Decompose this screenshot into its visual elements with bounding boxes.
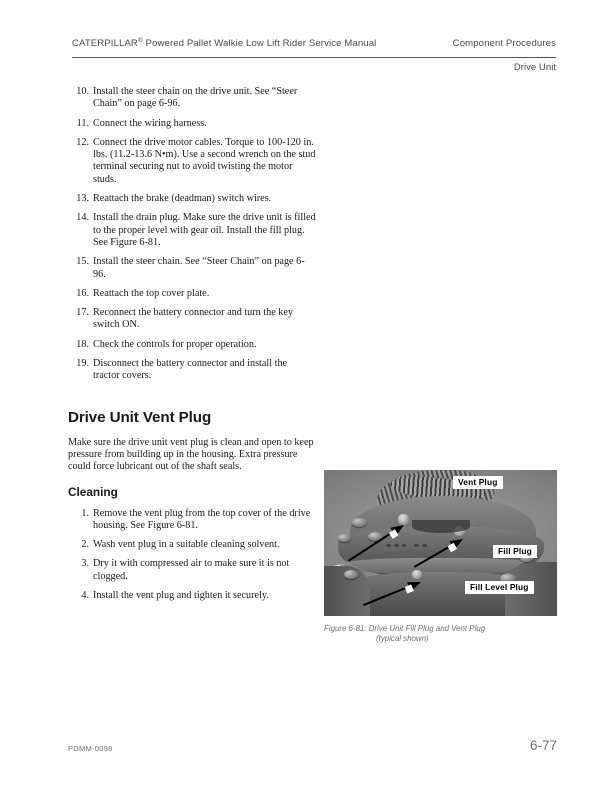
list-item-number: 19. <box>76 358 89 370</box>
footer-document-code: PDMM-0098 <box>68 744 113 753</box>
header-section-label: Drive Unit <box>513 62 556 73</box>
main-content-column <box>68 86 316 609</box>
list-item <box>68 256 316 281</box>
list-item-number: 11. <box>76 117 89 129</box>
list-item-text: Install the steer chain on the drive unit. See “Steer Chain” on page 6-96. <box>93 86 298 110</box>
list-item <box>68 508 316 533</box>
figure-drive-unit-photo <box>324 470 557 616</box>
casting-mark <box>394 544 399 547</box>
list-item-number: 18. <box>76 338 89 350</box>
list-item-text: Remove the vent plug from the top cover of the drive housing. See Figure 6-81. <box>93 507 311 531</box>
spacer <box>68 426 316 437</box>
list-item-text: Reattach the brake (deadman) switch wires. <box>93 193 272 205</box>
spacer <box>68 390 316 409</box>
list-item <box>68 307 316 332</box>
bolt-boss <box>338 534 351 542</box>
spacer <box>68 474 316 485</box>
registered-trademark-icon: ® <box>137 36 143 44</box>
list-item <box>68 339 316 351</box>
list-item-text: Wash vent plug in a suitable cleaning solvent. <box>93 539 280 551</box>
photograph <box>324 470 557 616</box>
list-item <box>68 358 316 383</box>
list-item-text: Check the controls for proper operation. <box>93 338 257 350</box>
bolt-boss <box>344 570 358 579</box>
list-item-number: 3. <box>81 558 89 570</box>
figure-caption-line-1: Figure 6-81: Drive Unit Fill Plug and Vent Plug <box>324 624 486 633</box>
casting-mark <box>414 544 419 547</box>
list-item-text: Disconnect the battery connector and install the tractor covers. <box>93 358 288 382</box>
list-item <box>68 539 316 551</box>
procedure-step-list <box>68 86 316 383</box>
header-title-rest: Powered Pallet Walkie Low Lift Rider Service Manual <box>142 38 377 49</box>
list-item <box>68 86 316 111</box>
list-item-number: 15. <box>76 256 89 268</box>
header-title <box>72 38 376 49</box>
list-item <box>68 193 316 205</box>
list-item-number: 1. <box>81 507 89 519</box>
list-item <box>68 558 316 583</box>
list-item-text: Install the steer chain. See “Steer Chain” on page 6-96. <box>93 256 305 280</box>
list-item-text: Install the vent plug and tighten it securely. <box>93 590 269 602</box>
list-item-number: 10. <box>76 86 89 97</box>
figure-caption <box>324 624 557 644</box>
callout-vent-plug: Vent Plug <box>453 476 503 489</box>
list-item-text: Install the drain plug. Make sure the drive unit is filled to the proper level with gear oil. Install the fill plug. See Figure 6-81. <box>93 212 316 248</box>
list-item-number: 4. <box>81 590 89 602</box>
section-intro-paragraph: Make sure the drive unit vent plug is clean and open to keep pressure from building up in the housing. Extra pressure could force lubricant out of the shaft seals. <box>68 436 314 473</box>
list-item-text: Connect the wiring harness. <box>93 117 207 129</box>
list-item <box>68 590 316 602</box>
list-item <box>68 288 316 300</box>
list-item <box>68 137 316 186</box>
list-item-number: 2. <box>81 539 89 551</box>
list-item <box>68 118 316 130</box>
callout-fill-plug: Fill Plug <box>493 545 537 558</box>
list-item-text: Reattach the top cover plate. <box>93 287 210 299</box>
list-item-text: Reconnect the battery connector and turn the key switch ON. <box>93 307 293 331</box>
page-title: Drive Unit Vent Plug <box>68 408 212 426</box>
list-item-number: 13. <box>76 193 89 205</box>
page-number: 6-77 <box>529 738 557 753</box>
list-item-number: 17. <box>76 307 89 319</box>
list-item-number: 16. <box>76 287 89 299</box>
spacer <box>68 499 316 508</box>
list-item-text: Connect the drive motor cables. Torque to 100-120 in. lbs. (11.2-13.6 N•m). Use a second wrench on the stud terminal securing nut to avoid twisting the motor studs. <box>93 136 316 185</box>
list-item <box>68 212 316 249</box>
cleaning-step-list <box>68 508 316 603</box>
header-divider <box>72 57 556 58</box>
list-item-number: 14. <box>76 212 89 224</box>
list-item-number: 12. <box>76 136 89 148</box>
casting-mark <box>422 544 427 547</box>
bolt-boss <box>352 518 367 527</box>
subsection-title: Cleaning <box>68 484 118 499</box>
header-title-brand: CATERPILLAR <box>72 38 138 49</box>
figure-caption-line-2: (typical shown) <box>376 634 429 643</box>
header-chapter-label: Component Procedures <box>452 38 556 49</box>
callout-fill-level-plug: Fill Level Plug <box>465 581 534 594</box>
casting-mark <box>402 544 406 547</box>
list-item-text: Dry it with compressed air to make sure it is not clogged. <box>93 558 290 582</box>
housing-recess <box>412 520 470 533</box>
